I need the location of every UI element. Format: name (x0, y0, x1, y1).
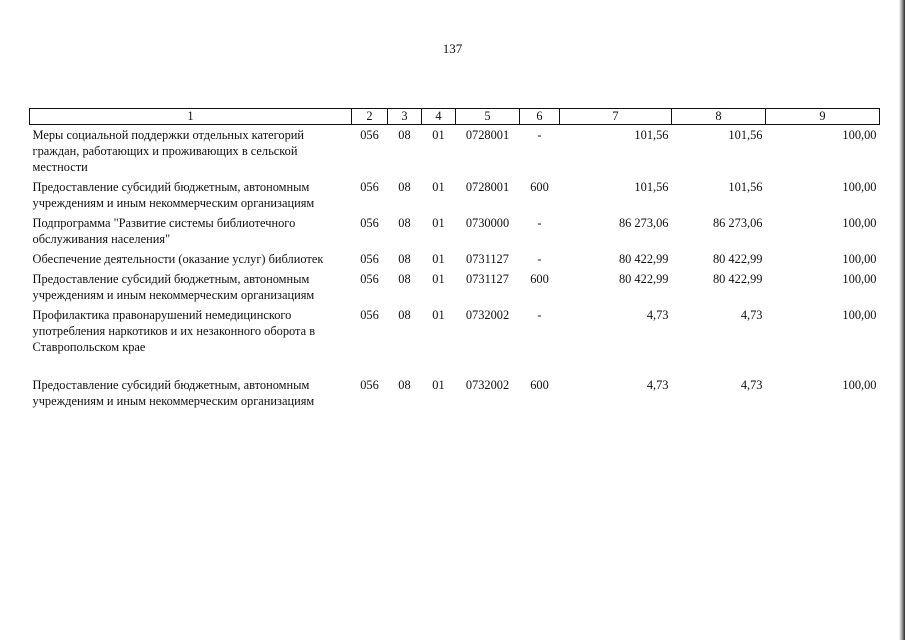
row-value-9: 100,00 (842, 378, 877, 392)
row-value-9: 100,00 (842, 252, 877, 266)
row-value-9: 100,00 (842, 272, 877, 286)
row-value-9: 100,00 (842, 180, 877, 194)
table-row (30, 213, 880, 249)
row-ministry-code: 056 (360, 252, 379, 266)
row-subsection-code: 01 (432, 216, 445, 230)
header-col-3: 3 (388, 109, 422, 125)
header-col-9: 9 (766, 109, 880, 125)
row-expense-type: - (537, 128, 542, 142)
row-value-9: 100,00 (842, 128, 877, 142)
row-name: Меры социальной поддержки отдельных категорий граждан, работающих и проживающих в сельской местности (32, 128, 305, 174)
row-ministry-code: 056 (360, 128, 379, 142)
row-section-code: 08 (398, 128, 411, 142)
row-target-article: 0728001 (465, 180, 510, 194)
row-name: Обеспечение деятельности (оказание услуг) библиотек (32, 252, 324, 266)
row-target-article: 0730000 (465, 216, 510, 230)
row-value-7: 101,56 (634, 180, 669, 194)
table-row (30, 125, 880, 178)
row-value-7: 80 422,99 (618, 252, 669, 266)
row-value-7: 101,56 (634, 128, 669, 142)
header-col-5: 5 (456, 109, 520, 125)
table-row (30, 305, 880, 375)
row-section-code: 08 (398, 216, 411, 230)
row-subsection-code: 01 (432, 252, 445, 266)
row-section-code: 08 (398, 252, 411, 266)
row-expense-type: 600 (530, 378, 549, 392)
row-target-article: 0731127 (466, 272, 509, 286)
row-value-7: 4,73 (646, 308, 669, 322)
table-row (30, 269, 880, 305)
row-value-8: 101,56 (728, 128, 763, 142)
row-value-7: 4,73 (646, 378, 669, 392)
scan-edge-shadow (899, 0, 905, 640)
row-subsection-code: 01 (432, 308, 445, 322)
row-target-article: 0728001 (465, 128, 510, 142)
row-subsection-code: 01 (432, 378, 445, 392)
row-name: Предоставление субсидий бюджетным, автономным учреждениям и иным некоммерческим организациям (32, 272, 315, 302)
row-section-code: 08 (398, 272, 411, 286)
header-row (30, 109, 880, 125)
row-value-9: 100,00 (842, 308, 877, 322)
table-row (30, 249, 880, 269)
row-name: Профилактика правонарушений немедицинского употребления наркотиков и их незаконного оборота в Ставропольском крае (32, 308, 316, 354)
row-value-7: 86 273,06 (618, 216, 669, 230)
row-ministry-code: 056 (360, 180, 379, 194)
row-name: Подпрограмма "Развитие системы библиотечного обслуживания населения" (32, 216, 296, 246)
row-value-7: 80 422,99 (618, 272, 669, 286)
row-value-8: 4,73 (740, 378, 763, 392)
row-target-article: 0731127 (466, 252, 509, 266)
row-target-article: 0732002 (465, 308, 510, 322)
row-ministry-code: 056 (360, 378, 379, 392)
row-value-8: 86 273,06 (712, 216, 763, 230)
row-section-code: 08 (398, 378, 411, 392)
row-subsection-code: 01 (432, 128, 445, 142)
row-expense-type: - (537, 252, 542, 266)
header-col-4: 4 (422, 109, 456, 125)
row-value-8: 80 422,99 (712, 252, 763, 266)
table-row (30, 375, 880, 411)
row-value-8: 4,73 (740, 308, 763, 322)
table-body (30, 125, 880, 412)
row-ministry-code: 056 (360, 308, 379, 322)
row-expense-type: - (537, 216, 542, 230)
row-name: Предоставление субсидий бюджетным, автономным учреждениям и иным некоммерческим организациям (32, 180, 315, 210)
table-header (30, 109, 880, 125)
page-number: 137 (442, 41, 463, 56)
row-subsection-code: 01 (432, 180, 445, 194)
row-section-code: 08 (398, 308, 411, 322)
header-col-1: 1 (30, 109, 352, 125)
row-name: Предоставление субсидий бюджетным, автономным учреждениям и иным некоммерческим организациям (32, 378, 315, 408)
row-expense-type: - (537, 308, 542, 322)
header-col-6: 6 (520, 109, 560, 125)
row-value-9: 100,00 (842, 216, 877, 230)
budget-table (29, 108, 880, 411)
row-expense-type: 600 (530, 272, 549, 286)
row-subsection-code: 01 (432, 272, 445, 286)
row-section-code: 08 (398, 180, 411, 194)
header-col-8: 8 (672, 109, 766, 125)
table-row (30, 177, 880, 213)
row-expense-type: 600 (530, 180, 549, 194)
header-col-7: 7 (560, 109, 672, 125)
row-value-8: 80 422,99 (712, 272, 763, 286)
row-target-article: 0732002 (465, 378, 510, 392)
row-value-8: 101,56 (728, 180, 763, 194)
row-ministry-code: 056 (360, 272, 379, 286)
row-ministry-code: 056 (360, 216, 379, 230)
header-col-2: 2 (352, 109, 388, 125)
